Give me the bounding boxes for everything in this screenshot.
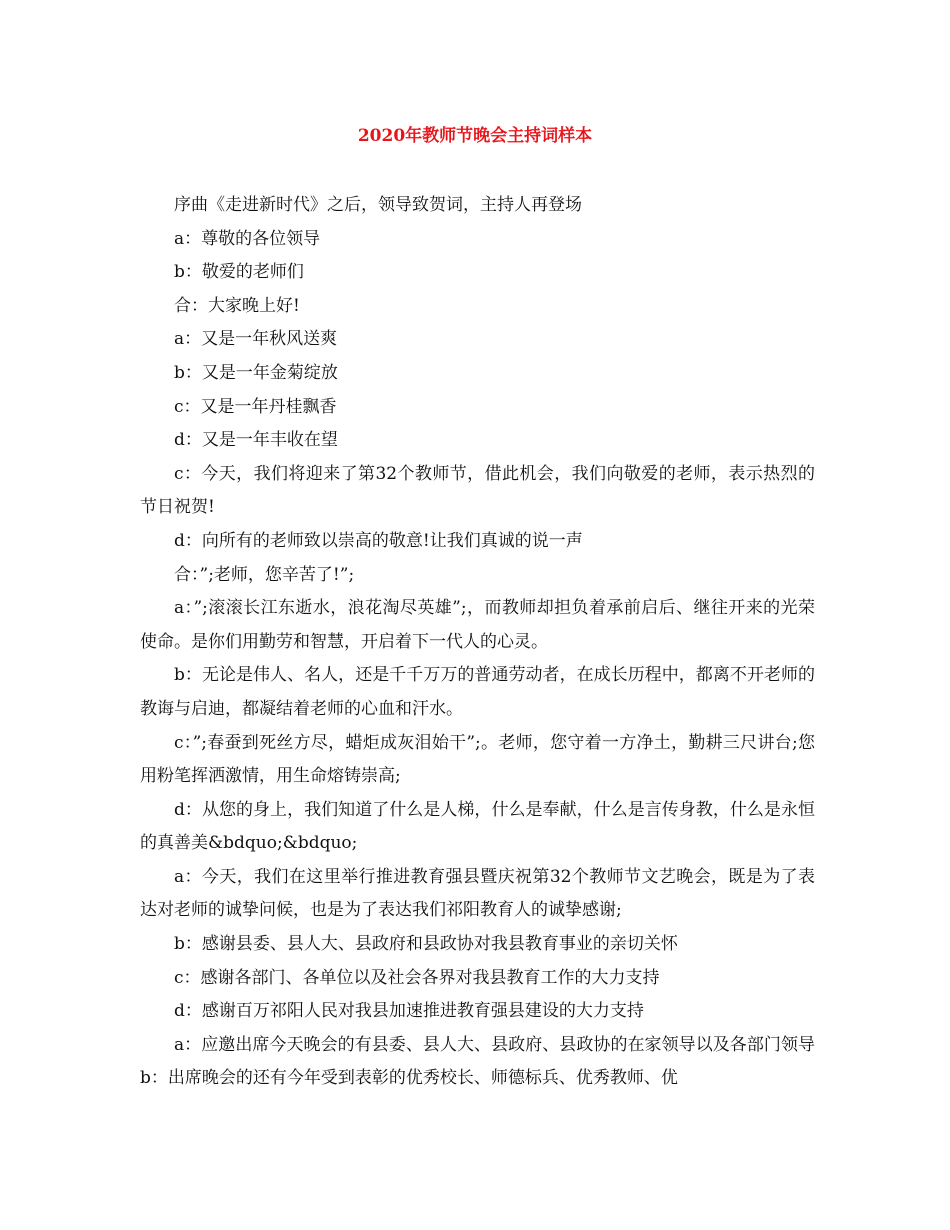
paragraph: a：”;滚滚长江东逝水，浪花淘尽英雄”;，而教师却担负着承前启后、继往开来的光荣使命。是你们用勤劳和智慧，开启着下一代人的心灵。 (140, 598, 815, 652)
document-body (140, 189, 815, 1096)
document-title: 2020年教师节晚会主持词样本 (357, 126, 593, 146)
paragraph: b：无论是伟人、名人，还是千千万万的普通劳动者，在成长历程中，都离不开老师的教诲与启迪，都凝结着老师的心血和汗水。 (140, 665, 815, 719)
paragraph: a：今天，我们在这里举行推进教育强县暨庆祝第32个教师节文艺晚会，既是为了表达对老师的诚挚问候，也是为了表达我们祁阳教育人的诚挚感谢; (140, 866, 815, 921)
paragraph: c：今天，我们将迎来了第32个教师节，借此机会，我们向敬爱的老师，表示热烈的节日祝贺! (140, 463, 815, 518)
paragraph: c：”;春蚕到死丝方尽，蜡炬成灰泪始干”;。老师，您守着一方净土，勤耕三尺讲台;您用粉笔挥洒激情，用生命熔铸崇高; (140, 732, 815, 787)
paragraph: c：又是一年丹桂飘香 (174, 396, 337, 417)
paragraph: 合：大家晚上好! (174, 295, 300, 316)
paragraph: d：从您的身上，我们知道了什么是人梯，什么是奉献，什么是言传身教，什么是永恒的真善美&bdquo;&bdquo; (140, 799, 815, 854)
paragraph: a：应邀出席今天晚会的有县委、县人大、县政府、县政协的在家领导以及各部门领导 b：出席晚会的还有今年受到表彰的优秀校长、师德标兵、优秀教师、优 (140, 1034, 815, 1089)
paragraph: d：又是一年丰收在望 (174, 430, 338, 451)
paragraph: c：感谢各部门、各单位以及社会各界对我县教育工作的大力支持 (174, 967, 660, 988)
paragraph: d：向所有的老师致以崇高的敬意!让我们真诚的说一声 (174, 530, 583, 551)
paragraph: 序曲《走进新时代》之后，领导致贺词，主持人再登场 (174, 195, 582, 215)
paragraph: b：敬爱的老师们 (174, 262, 304, 283)
paragraph: b：又是一年金菊绽放 (174, 362, 338, 383)
paragraph: b：感谢县委、县人大、县政府和县政协对我县教育事业的亲切关怀 (174, 934, 678, 955)
paragraph: a：又是一年秋风送爽 (174, 329, 338, 350)
paragraph: a：尊敬的各位领导 (174, 228, 321, 249)
paragraph: d：感谢百万祁阳人民对我县加速推进教育强县建设的大力支持 (174, 1001, 644, 1022)
paragraph: 合：”;老师，您辛苦了!”; (174, 564, 355, 585)
